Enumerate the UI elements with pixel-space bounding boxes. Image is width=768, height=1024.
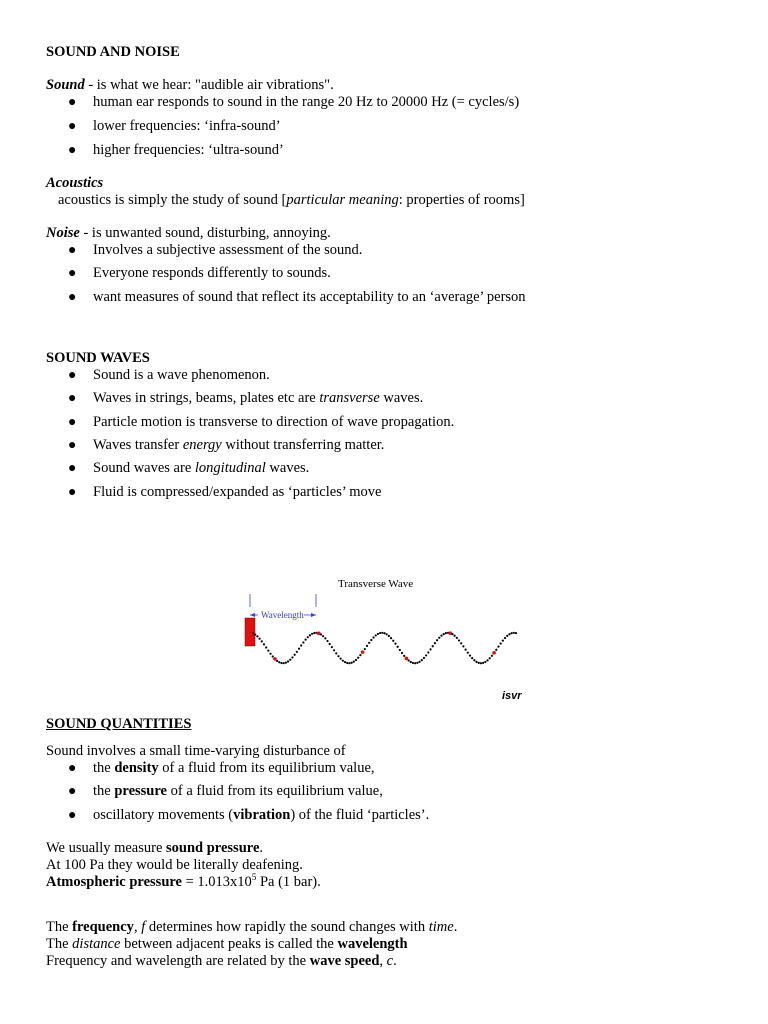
wave-particles bbox=[252, 631, 517, 664]
wave-particle bbox=[326, 640, 328, 642]
wave-particle bbox=[351, 662, 353, 664]
wave-particle bbox=[337, 655, 339, 657]
waves-b2-pre: Waves in strings, beams, plates etc are bbox=[93, 390, 320, 406]
sound-bullet-1: human ear responds to sound in the range 20 Hz to 20000 Hz (= cycles/s) bbox=[93, 94, 520, 110]
wave-particle bbox=[491, 655, 493, 657]
isvr-credit: isvr bbox=[502, 690, 522, 702]
bullet-icon: ● bbox=[68, 485, 77, 500]
waves-b5-post: waves. bbox=[265, 460, 310, 476]
q-b1-pre: the bbox=[93, 760, 115, 776]
wave-particle bbox=[364, 648, 366, 650]
transverse-wave-diagram bbox=[236, 574, 536, 704]
wave-particle bbox=[410, 661, 412, 663]
p-l1-post: . bbox=[259, 840, 263, 856]
p-l1-bold: sound pressure bbox=[166, 840, 260, 856]
wave-particle bbox=[511, 632, 513, 634]
wave-particle bbox=[482, 662, 484, 664]
frequency-line-2 bbox=[46, 936, 408, 953]
wave-particle bbox=[283, 662, 285, 664]
wave-particle bbox=[300, 644, 302, 646]
marked-particle bbox=[361, 650, 365, 654]
wave-particle bbox=[467, 652, 469, 654]
wave-particle bbox=[372, 636, 374, 638]
wave-particle bbox=[506, 635, 508, 637]
wave-particle bbox=[429, 648, 431, 650]
wave-particle bbox=[294, 654, 296, 656]
acoustics-text-italic: particular meaning bbox=[286, 192, 399, 208]
wave-particle bbox=[379, 632, 381, 634]
driver-block bbox=[245, 618, 255, 646]
f-l3-c: c bbox=[386, 953, 394, 969]
sound-quantities-heading: SOUND QUANTITIES bbox=[46, 716, 192, 732]
wave-particle bbox=[486, 659, 488, 661]
acoustics-term: Acoustics bbox=[46, 175, 104, 191]
figure-title: Transverse Wave bbox=[338, 578, 414, 590]
sound-definition bbox=[46, 77, 334, 94]
wave-particle bbox=[421, 659, 423, 661]
wave-particle bbox=[285, 662, 287, 664]
noise-definition bbox=[46, 225, 331, 242]
transverse-wave-figure bbox=[236, 574, 536, 704]
f-l2-em: distance bbox=[72, 936, 121, 952]
waves-bullet-2 bbox=[93, 390, 423, 407]
wave-particle bbox=[309, 634, 311, 636]
wave-particle bbox=[261, 640, 263, 642]
waves-bullet-3: Particle motion is transverse to direction of wave propagation. bbox=[93, 414, 455, 430]
quantities-bullet-1 bbox=[93, 760, 375, 777]
wave-particle bbox=[344, 661, 346, 663]
arrow-left-icon bbox=[250, 613, 255, 617]
wave-particle bbox=[458, 639, 460, 641]
wave-particle bbox=[438, 637, 440, 639]
bullet-icon: ● bbox=[68, 438, 77, 453]
bullet-icon: ● bbox=[68, 415, 77, 430]
q-b1-bold: density bbox=[114, 760, 159, 776]
bullet-icon: ● bbox=[68, 808, 77, 823]
q-b3-bold: vibration bbox=[233, 807, 291, 823]
wave-particle bbox=[392, 640, 394, 642]
wave-particle bbox=[475, 661, 477, 663]
wave-particle bbox=[401, 652, 403, 654]
wave-particle bbox=[320, 633, 322, 635]
wave-particle bbox=[386, 633, 388, 635]
wave-particle bbox=[500, 642, 502, 644]
wave-particle bbox=[311, 633, 313, 635]
waves-bullet-6: Fluid is compressed/expanded as ‘particles’ move bbox=[93, 484, 382, 500]
wave-particle bbox=[313, 632, 315, 634]
wave-particle bbox=[355, 659, 357, 661]
bullet-icon: ● bbox=[68, 761, 77, 776]
sound-definition-text: - is what we hear: "audible air vibrations". bbox=[84, 77, 334, 93]
wave-particle bbox=[456, 637, 458, 639]
noise-bullet-1: Involves a subjective assessment of the sound. bbox=[93, 242, 363, 258]
f-l3-d: . bbox=[393, 953, 397, 969]
wave-particle bbox=[263, 643, 265, 645]
pressure-line-3 bbox=[46, 874, 321, 891]
waves-b4-post: without transferring matter. bbox=[221, 437, 385, 453]
waves-bullet-4 bbox=[93, 437, 384, 454]
wave-particle bbox=[416, 662, 418, 664]
wave-particle bbox=[296, 651, 298, 653]
wave-particle bbox=[333, 649, 335, 651]
wave-particle bbox=[307, 636, 309, 638]
wave-particle bbox=[302, 641, 304, 643]
wave-particle bbox=[388, 635, 390, 637]
wave-particle bbox=[377, 633, 379, 635]
acoustics-definition bbox=[58, 192, 525, 209]
wave-particle bbox=[451, 633, 453, 635]
wave-particle bbox=[460, 642, 462, 644]
wave-particle bbox=[489, 657, 491, 659]
wave-particle bbox=[370, 639, 372, 641]
wave-particle bbox=[473, 659, 475, 661]
wave-particle bbox=[331, 646, 333, 648]
wave-particle bbox=[359, 654, 361, 656]
q-b3-post: ) of the fluid ‘particles’. bbox=[290, 807, 430, 823]
wave-particle bbox=[502, 639, 504, 641]
wave-particle bbox=[412, 662, 414, 664]
q-b2-pre: the bbox=[93, 783, 115, 799]
wave-particle bbox=[298, 648, 300, 650]
wave-particle bbox=[335, 652, 337, 654]
wave-particle bbox=[423, 657, 425, 659]
f-l3-b: , bbox=[379, 953, 387, 969]
wave-particle bbox=[322, 635, 324, 637]
wave-particle bbox=[471, 657, 473, 659]
noise-definition-text: - is unwanted sound, disturbing, annoying. bbox=[79, 225, 331, 241]
bullet-icon: ● bbox=[68, 391, 77, 406]
noise-term: Noise bbox=[46, 225, 80, 241]
wave-particle bbox=[305, 639, 307, 641]
f-l1-a: The bbox=[46, 919, 73, 935]
wave-particle bbox=[394, 643, 396, 645]
wave-particle bbox=[342, 660, 344, 662]
wave-particle bbox=[399, 649, 401, 651]
sound-bullet-3: higher frequencies: ‘ultra-sound’ bbox=[93, 142, 284, 158]
f-l3-bold: wave speed bbox=[309, 953, 380, 969]
f-l2-a: The bbox=[46, 936, 73, 952]
waves-b5-pre: Sound waves are bbox=[93, 460, 195, 476]
wave-particle bbox=[383, 632, 385, 634]
wave-particle bbox=[515, 632, 517, 634]
wave-particle bbox=[353, 661, 355, 663]
wave-particle bbox=[265, 646, 267, 648]
noise-bullet-2: Everyone responds differently to sounds. bbox=[93, 265, 331, 281]
bullet-icon: ● bbox=[68, 266, 77, 281]
wave-particle bbox=[252, 632, 254, 634]
f-l1-time: time bbox=[428, 919, 454, 935]
bullet-icon: ● bbox=[68, 461, 77, 476]
wave-particle bbox=[254, 634, 256, 636]
sound-bullet-2: lower frequencies: ‘infra-sound’ bbox=[93, 118, 281, 134]
bullet-icon: ● bbox=[68, 95, 77, 110]
wave-particle bbox=[397, 646, 399, 648]
wave-particle bbox=[348, 662, 350, 664]
wave-particle bbox=[291, 656, 293, 658]
wave-particle bbox=[280, 662, 282, 664]
wave-particle bbox=[480, 662, 482, 664]
wave-particle bbox=[357, 657, 359, 659]
noise-bullet-3: want measures of sound that reflect its acceptability to an ‘average’ person bbox=[93, 289, 526, 305]
arrow-right-icon bbox=[311, 613, 316, 617]
frequency-line-1 bbox=[46, 919, 457, 936]
wave-particle bbox=[408, 659, 410, 661]
wave-particle bbox=[418, 661, 420, 663]
pressure-line-1 bbox=[46, 840, 263, 857]
waves-bullet-5 bbox=[93, 460, 309, 477]
wave-particle bbox=[340, 658, 342, 660]
frequency-line-3 bbox=[46, 953, 397, 970]
wave-particle bbox=[504, 637, 506, 639]
f-l1-f: f bbox=[141, 919, 146, 935]
q-b3-pre: oscillatory movements ( bbox=[93, 807, 234, 823]
wave-particle bbox=[269, 653, 271, 655]
waves-b4-em: energy bbox=[182, 437, 222, 453]
wavelength-label: Wavelength bbox=[261, 610, 304, 620]
wave-particle bbox=[366, 645, 368, 647]
wave-particle bbox=[497, 646, 499, 648]
wave-particle bbox=[390, 637, 392, 639]
wave-particle bbox=[368, 642, 370, 644]
acoustics-heading bbox=[46, 175, 103, 192]
bullet-icon: ● bbox=[68, 243, 77, 258]
p-l3-mid: = 1.013x10 bbox=[182, 874, 252, 890]
quantities-bullet-2 bbox=[93, 783, 383, 800]
q-b2-bold: pressure bbox=[114, 783, 167, 799]
wave-particle bbox=[478, 662, 480, 664]
p-l3-bold: Atmospheric pressure bbox=[46, 874, 182, 890]
wave-particle bbox=[432, 645, 434, 647]
marked-particle bbox=[492, 651, 496, 655]
wave-particle bbox=[495, 649, 497, 651]
wave-particle bbox=[256, 635, 258, 637]
f-l1-b: , bbox=[133, 919, 142, 935]
p-l3-post: Pa (1 bar). bbox=[256, 874, 321, 890]
wave-particle bbox=[434, 642, 436, 644]
wave-particle bbox=[508, 633, 510, 635]
wave-particle bbox=[513, 632, 515, 634]
wave-particle bbox=[375, 634, 377, 636]
sound-quantities-intro: Sound involves a small time-varying disturbance of bbox=[46, 743, 346, 759]
wave-particle bbox=[276, 660, 278, 662]
sound-waves-heading: SOUND WAVES bbox=[46, 350, 150, 366]
wave-particle bbox=[267, 650, 269, 652]
f-l1-bold: frequency bbox=[72, 919, 134, 935]
wave-particle bbox=[436, 639, 438, 641]
wave-particle bbox=[324, 637, 326, 639]
waves-b5-em: longitudinal bbox=[194, 460, 266, 476]
f-l2-bold: wavelength bbox=[337, 936, 408, 952]
wave-particle bbox=[278, 661, 280, 663]
wave-particle bbox=[425, 654, 427, 656]
document-title: SOUND AND NOISE bbox=[46, 44, 180, 60]
wave-particle bbox=[403, 655, 405, 657]
wave-particle bbox=[289, 659, 291, 661]
f-l1-d: . bbox=[453, 919, 458, 935]
wave-particle bbox=[443, 633, 445, 635]
q-b2-post: of a fluid from its equilibrium value, bbox=[166, 783, 383, 799]
wave-particle bbox=[427, 651, 429, 653]
quantities-bullet-3 bbox=[93, 807, 429, 824]
waves-b2-post: waves. bbox=[379, 390, 424, 406]
wave-particle bbox=[469, 654, 471, 656]
wave-particle bbox=[464, 648, 466, 650]
bullet-icon: ● bbox=[68, 784, 77, 799]
wave-particle bbox=[346, 662, 348, 664]
pressure-line-2: At 100 Pa they would be literally deafening. bbox=[46, 857, 303, 873]
f-l3-a: Frequency and wavelength are related by the bbox=[46, 953, 310, 969]
wave-particle bbox=[484, 661, 486, 663]
waves-b2-em: transverse bbox=[319, 390, 380, 406]
bullet-icon: ● bbox=[68, 119, 77, 134]
wave-particle bbox=[462, 645, 464, 647]
f-l2-b: between adjacent peaks is called the bbox=[120, 936, 338, 952]
bullet-icon: ● bbox=[68, 143, 77, 158]
f-l1-c: determines how rapidly the sound changes with bbox=[145, 919, 429, 935]
wave-particle bbox=[258, 638, 260, 640]
sound-term: Sound bbox=[46, 77, 85, 93]
waves-bullet-1: Sound is a wave phenomenon. bbox=[93, 367, 270, 383]
marked-particle bbox=[273, 657, 277, 661]
waves-b4-pre: Waves transfer bbox=[93, 437, 183, 453]
bullet-icon: ● bbox=[68, 290, 77, 305]
q-b1-post: of a fluid from its equilibrium value, bbox=[158, 760, 375, 776]
marked-particle bbox=[405, 657, 409, 661]
wave-particle bbox=[272, 655, 274, 657]
p-l3-sup: 5 bbox=[251, 872, 257, 883]
wave-particle bbox=[329, 643, 331, 645]
wave-particle bbox=[454, 635, 456, 637]
wave-particle bbox=[445, 632, 447, 634]
wave-particle bbox=[381, 632, 383, 634]
wave-particle bbox=[440, 635, 442, 637]
wave-particle bbox=[414, 662, 416, 664]
acoustics-text-after: : properties of rooms] bbox=[398, 192, 525, 208]
p-l1-pre: We usually measure bbox=[46, 840, 167, 856]
bullet-icon: ● bbox=[68, 368, 77, 383]
wave-particle bbox=[287, 660, 289, 662]
acoustics-text-before: acoustics is simply the study of sound [ bbox=[58, 192, 287, 208]
